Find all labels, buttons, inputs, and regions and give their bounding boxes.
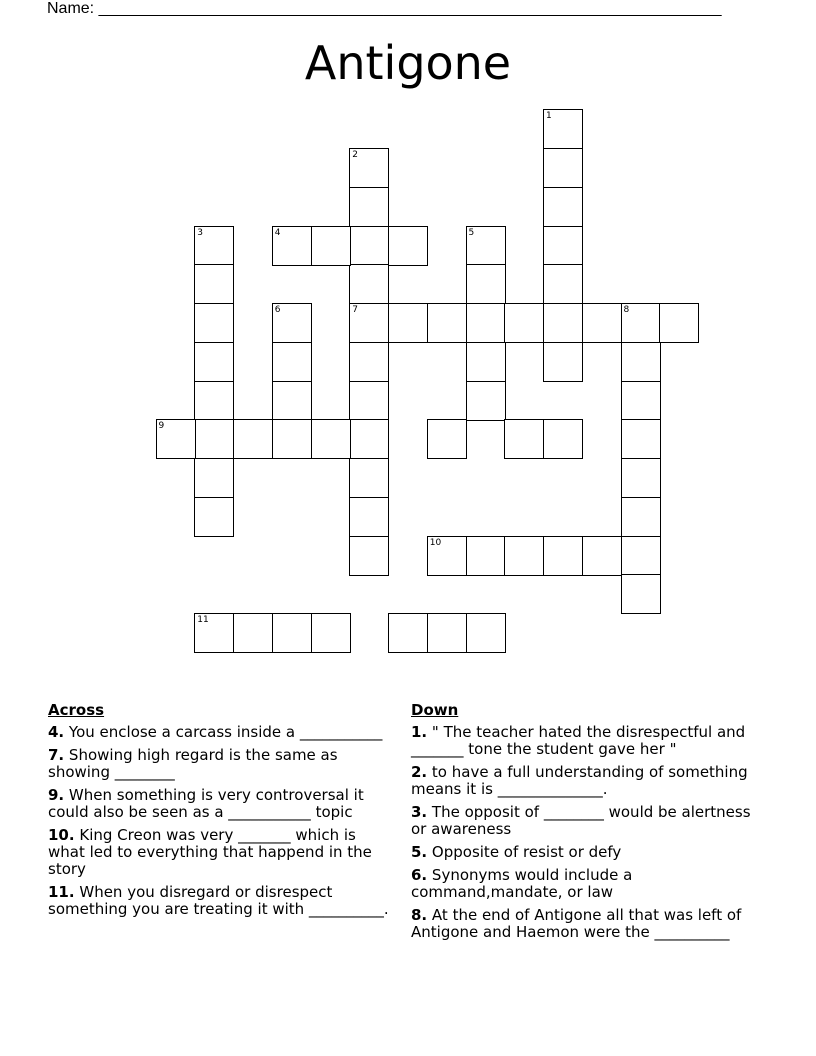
grid-cell[interactable] [194,381,234,421]
grid-cell[interactable] [543,536,583,576]
across-clue-7 [48,747,396,781]
grid-cell[interactable] [621,342,661,382]
grid-cell[interactable] [349,148,389,188]
grid-cell[interactable] [543,109,583,149]
clue-number-label: 6 [274,305,281,315]
clue-text: Opposite of resist or defy [431,843,622,861]
clue-text: You enclose a carcass inside a ___________ [68,723,383,741]
grid-cell[interactable] [194,303,234,343]
clue-text: Synonyms would include a command,mandate, or law [411,866,633,901]
grid-cell[interactable] [349,458,389,498]
grid-cell[interactable] [349,381,389,421]
clue-number-label: 4 [274,227,281,238]
grid-cell[interactable] [194,613,234,653]
grid-cell[interactable] [427,419,467,459]
grid-cell[interactable] [659,303,699,343]
grid-cell[interactable] [621,458,661,498]
grid-cell[interactable] [388,226,428,266]
grid-cell[interactable] [466,226,506,266]
clue-text: When you disregard or disrespect something you are treating it with __________. [48,883,389,918]
grid-cell[interactable] [156,419,196,459]
grid-cell[interactable] [272,303,312,343]
clue-number: 2. [411,763,428,781]
clue-number: 9. [48,786,65,804]
grid-cell[interactable] [272,342,312,382]
clue-number: 3. [411,803,428,821]
grid-cell[interactable] [349,536,389,576]
clue-number-label: 11 [197,615,209,625]
grid-cell[interactable] [543,187,583,227]
grid-cell[interactable] [582,536,622,576]
grid-cell[interactable] [543,148,583,188]
clue-number-label: 8 [623,305,630,315]
grid-cell[interactable] [272,381,312,421]
grid-cell[interactable] [349,226,389,266]
down-clue-8 [411,907,759,941]
clue-number-label: 2 [352,150,358,160]
grid-cell[interactable] [233,613,273,653]
grid-cell[interactable] [504,303,544,343]
grid-cell[interactable] [272,613,312,653]
across-clue-4 [48,724,396,741]
grid-cell[interactable] [194,458,234,498]
grid-cell[interactable] [349,419,389,459]
clue-number-label: 7 [352,305,358,315]
grid-cell[interactable] [194,342,234,382]
down-clue-2 [411,764,759,798]
grid-cell[interactable] [233,419,273,459]
clue-text: At the end of Antigone all that was left of Antigone and Haemon were the __________ [411,906,742,941]
clue-number-label: 1 [546,111,552,122]
grid-cell[interactable] [272,226,312,266]
across-clue-11 [48,884,396,918]
grid-cell[interactable] [349,342,389,382]
down-heading: Down [411,701,459,719]
grid-cell[interactable] [388,303,428,343]
grid-cell[interactable] [194,264,234,304]
clue-text: " The teacher hated the disrespectful and _______ tone the student gave her " [411,723,746,758]
across-clue-9 [48,787,396,821]
grid-cell[interactable] [621,303,661,343]
clue-number-label: 10 [429,537,442,548]
clue-text: The opposit of ________ would be alertness or awareness [411,803,751,838]
grid-cell[interactable] [621,419,661,459]
grid-cell[interactable] [349,497,389,537]
clue-text: King Creon was very _______ which is what led to everything that happend in the story [48,826,372,878]
grid-cell[interactable] [272,419,312,459]
grid-cell[interactable] [543,264,583,304]
clue-number-label: 3 [197,227,203,238]
clue-number: 4. [48,723,65,741]
grid-cell[interactable] [504,419,544,459]
grid-cell[interactable] [621,497,661,537]
down-clue-5 [411,844,759,861]
clue-number-label: 5 [468,227,475,238]
down-clue-3 [411,804,759,838]
clue-number: 7. [48,746,65,764]
grid-cell[interactable] [543,342,583,382]
grid-cell[interactable] [427,536,467,576]
grid-cell[interactable] [543,419,583,459]
grid-cell[interactable] [194,497,234,537]
grid-cell[interactable] [621,574,661,614]
grid-cell[interactable] [194,226,234,266]
clue-text: When something is very controversal it could also be seen as a ___________ topic [48,786,364,821]
grid-cell[interactable] [466,342,506,382]
grid-cell[interactable] [466,381,506,421]
grid-cell[interactable] [621,381,661,421]
clue-number: 1. [411,723,428,741]
grid-cell[interactable] [349,303,389,343]
across-clues [48,702,396,924]
clue-number: 11. [48,883,75,901]
grid-cell[interactable] [427,613,467,653]
clue-text: to have a full understanding of something means it is ______________. [411,763,748,798]
down-clue-6 [411,867,759,901]
name-field-label: Name: ______________________________________________________________________ [47,0,722,17]
grid-cell[interactable] [543,226,583,266]
grid-cell[interactable] [543,303,583,343]
grid-cell[interactable] [388,613,428,653]
down-clue-1 [411,724,759,758]
clue-number: 10. [48,826,75,844]
clue-number: 8. [411,906,428,924]
clue-number: 6. [411,866,428,884]
grid-cell[interactable] [621,536,661,576]
grid-cell[interactable] [466,264,506,304]
grid-cell[interactable] [427,303,467,343]
clue-number-label: 9 [158,421,165,432]
grid-cell[interactable] [349,187,389,227]
across-clue-10 [48,827,396,878]
down-clues [411,702,759,947]
grid-cell[interactable] [466,613,506,653]
grid-cell[interactable] [311,226,351,266]
grid-cell[interactable] [194,419,234,459]
grid-cell[interactable] [311,419,351,459]
clue-number: 5. [411,843,428,861]
grid-cell[interactable] [504,536,544,576]
grid-cell[interactable] [582,303,622,343]
grid-cell[interactable] [466,303,506,343]
grid-cell[interactable] [349,264,389,304]
across-heading: Across [48,701,105,719]
page-title: Antigone [304,36,512,90]
grid-cell[interactable] [311,613,351,653]
clue-text: Showing high regard is the same as showing ________ [48,746,338,781]
grid-cell[interactable] [466,536,506,576]
